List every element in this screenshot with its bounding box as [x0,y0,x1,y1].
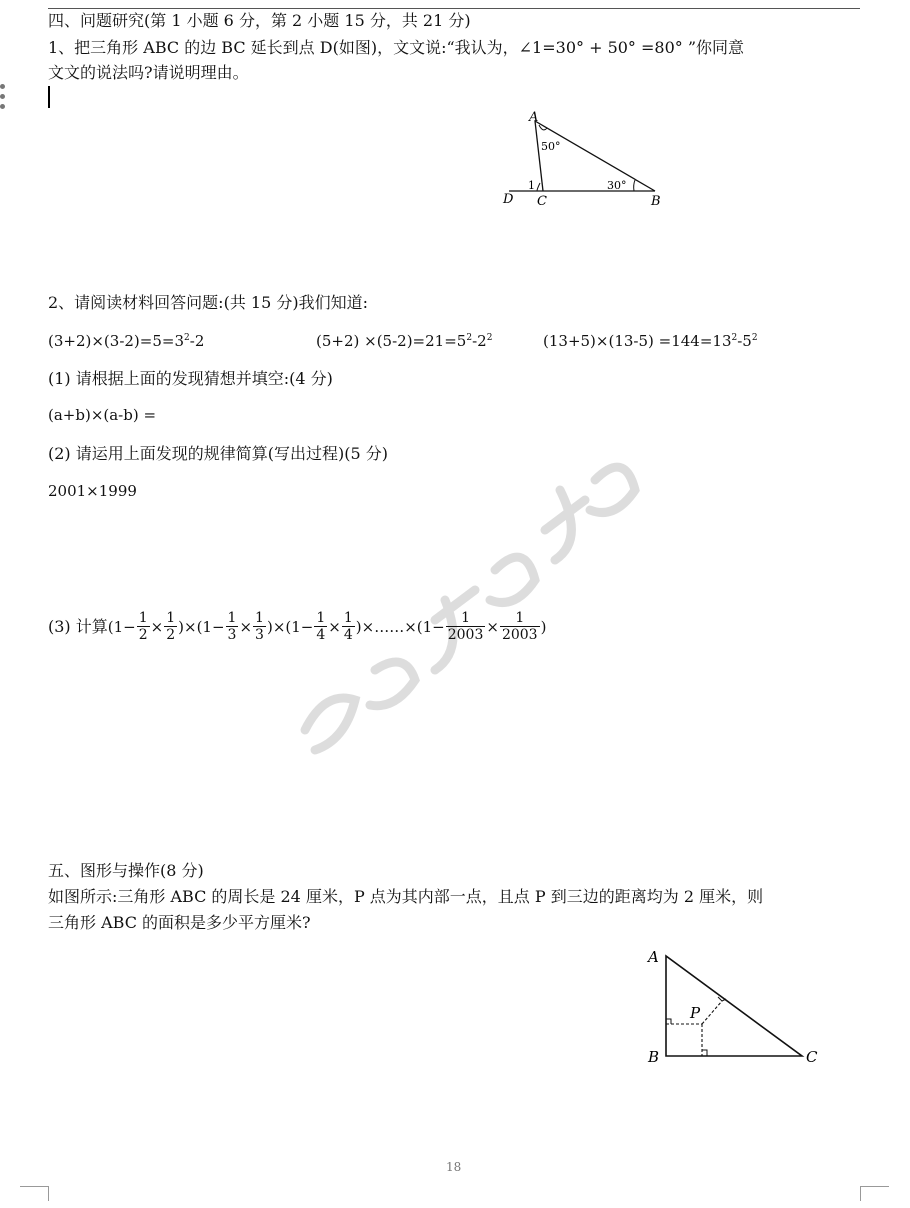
eq2-rest: -2 [472,332,487,350]
numerator: 1 [316,610,326,626]
section5-title: 五、图形与操作(8 分) [48,861,204,880]
equation-3 [543,331,758,351]
eq3-power-1: 2 [731,333,738,343]
fraction-1-2003 [446,610,486,643]
q2-part3-expression [48,610,546,643]
section5-text-line2: 三角形 ABC 的面积是多少平方厘米? [48,913,311,932]
fig1-label-d: D [503,192,514,207]
fraction-1-4 [314,610,327,643]
times-sign: × [328,617,341,636]
fig1-angle-1: 1 [528,179,535,192]
denominator: 2 [138,627,148,643]
times-sign: × [239,617,253,636]
times-sign: × [486,617,499,636]
margin-handle-dot[interactable] [0,84,5,89]
q2-part1-expression: (a+b)×(a-b) = [48,406,157,424]
fraction-1-3 [253,610,266,643]
denominator: 4 [343,627,353,643]
denominator: 3 [255,627,264,643]
triangle-figure-1 [495,105,675,215]
numerator: 1 [227,610,237,626]
section4-title: 四、问题研究(第 1 小题 6 分，第 2 小题 15 分，共 21 分) [48,11,471,30]
margin-handle-dot[interactable] [0,94,5,99]
numerator: 1 [446,610,486,627]
numerator: 1 [138,610,148,626]
paren-close: ) [540,617,547,636]
numerator: 1 [255,610,264,626]
crop-mark [860,1186,889,1201]
numerator: 1 [166,610,176,626]
fig2-label-a: A [648,948,659,966]
eq2-lhs: (5+2) ×(5-2)=21=5 [316,332,467,350]
page-number: 18 [446,1160,462,1174]
fraction-1-4 [342,610,355,643]
denominator: 4 [316,627,326,643]
crop-mark [20,1186,49,1201]
text-cursor [48,86,50,108]
denominator: 3 [227,627,237,643]
fig2-label-p: P [690,1004,701,1022]
denominator: 2003 [501,627,538,643]
q2-intro: 2、请阅读材料回答问题:(共 15 分)我们知道: [48,293,368,312]
fig2-label-b: B [648,1048,660,1066]
fraction-1-3 [226,610,239,643]
denominator: 2003 [447,627,484,643]
numerator: 1 [343,610,353,626]
fraction-1-2 [137,610,150,643]
watermark-signature [285,420,665,760]
fig1-label-c: C [537,194,547,209]
q1-text-line2: 文文的说法吗?请说明理由。 [48,63,249,82]
paren-open: (1− [107,617,136,636]
fig1-label-a: A [529,110,539,125]
equation-2 [316,331,492,351]
fig1-angle-30: 30° [607,179,627,192]
q2-part3-label: (3) 计算 [48,616,108,636]
section5-text-line1: 如图所示:三角形 ABC 的周长是 24 厘米，P 点为其内部一点，且点 P 到三边的距离均为 2 厘米，则 [48,887,764,906]
ellipsis-join: )×……×(1− [355,617,445,636]
eq3-power-2: 2 [751,333,758,343]
eq2-power-1: 2 [466,333,473,343]
eq1-power: 2 [184,333,190,343]
numerator: 1 [500,610,540,627]
q2-part1-prompt: (1) 请根据上面的发现猜想并填空:(4 分) [48,369,333,388]
triangle-figure-2 [640,940,830,1075]
fraction-1-2003 [500,610,540,643]
eq1-rest: -2 [189,332,205,350]
margin-handle-dot[interactable] [0,104,5,109]
fig1-label-b: B [651,194,661,209]
paren-join: )×(1− [266,617,314,636]
eq1-lhs: (3+2)×(3-2)=5=3 [48,332,185,350]
fraction-1-2 [164,610,177,643]
denominator: 2 [166,627,176,643]
q2-part2-expression: 2001×1999 [48,482,137,500]
eq2-power-2: 2 [486,333,493,343]
fig2-label-c: C [806,1048,818,1066]
times-sign: × [150,617,164,636]
q2-part2-prompt: (2) 请运用上面发现的规律简算(写出过程)(5 分) [48,444,388,463]
top-rule [48,8,860,9]
fig1-angle-50: 50° [541,140,561,153]
paren-join: )×(1− [178,617,225,636]
q1-text-line1: 1、把三角形 ABC 的边 BC 延长到点 D(如图)，文文说:“我认为，∠1=30° + 50° =80° ”你同意 [48,38,745,57]
equation-1 [48,331,204,351]
eq3-lhs: (13+5)×(13-5) =144=13 [543,332,732,350]
eq3-rest: -5 [737,332,752,350]
